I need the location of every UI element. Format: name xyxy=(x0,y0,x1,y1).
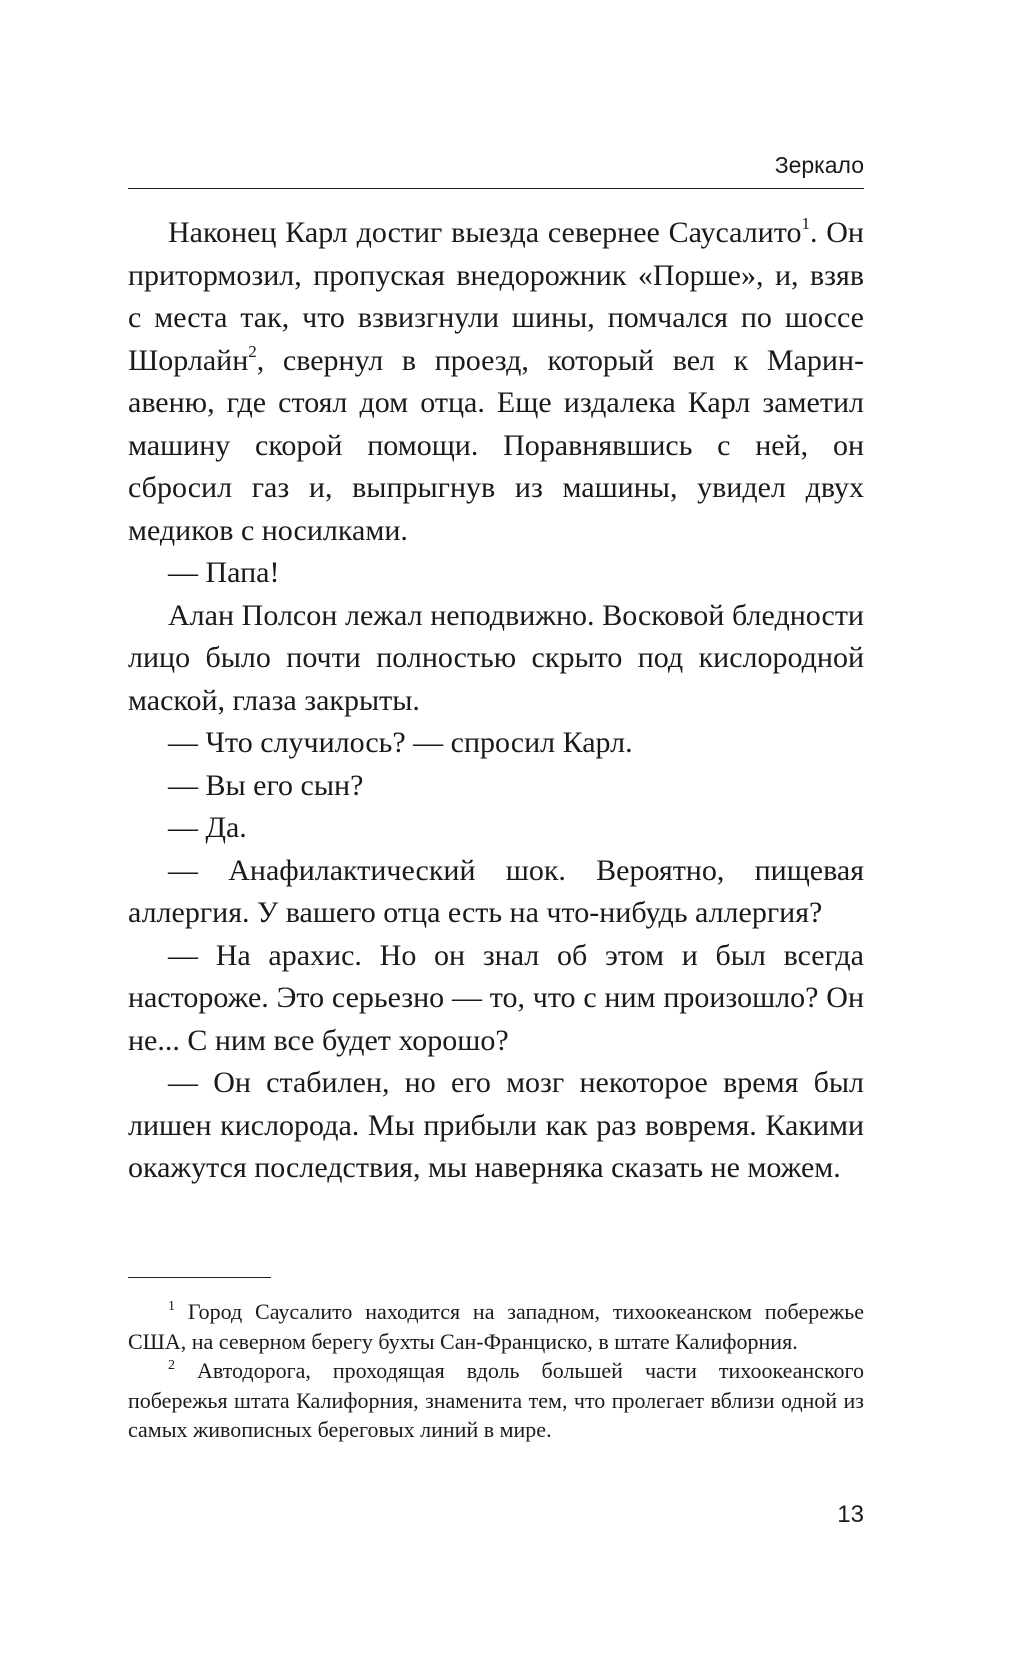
footnotes xyxy=(128,1297,864,1445)
footnote-reference: 2 xyxy=(248,341,257,361)
running-title: Зеркало xyxy=(128,150,864,189)
dialogue-line: — Он стабилен, но его мозг некоторое время был лишен кислорода. Мы прибыли как раз вовремя. Какими окажутся последствия, мы наверняка сказать не можем. xyxy=(128,1066,864,1184)
dialogue-line: — На арахис. Но он знал об этом и был всегда настороже. Это серьезно — то, что с ним произошло? Он не... С ним все будет хорошо? xyxy=(128,938,864,1057)
paragraph-text: . Он притормозил, пропуская внедорожник «Порше», и, взяв с места так, что взвизгнули шины, помчался по шоссе Шорлайн xyxy=(128,216,864,377)
paragraph-text: , свернул в проезд, который вел к Марин-авеню, где стоял дом отца. Еще издалека Карл заметил машину скорой помощи. Поравнявшись с ней, он сбросил газ и, выпрыгнув из машины, увидел двух медиков с носилками. xyxy=(128,343,864,547)
footnote-mark: 1 xyxy=(168,1299,175,1314)
footnote xyxy=(128,1356,864,1445)
dialogue-line: — Анафилактический шок. Вероятно, пищевая аллергия. У вашего отца есть на что-нибудь аллергия? xyxy=(128,853,864,929)
paragraph-text: Наконец Карл достиг выезда севернее Саусалито xyxy=(168,216,802,249)
page-number: 13 xyxy=(837,1501,864,1528)
footnote-mark: 2 xyxy=(168,1358,175,1373)
footnote xyxy=(128,1297,864,1356)
dialogue-line: — Да. xyxy=(168,811,247,844)
dialogue-line: — Папа! xyxy=(168,556,280,589)
footnote-reference: 1 xyxy=(801,214,810,233)
paragraph: Алан Полсон лежал неподвижно. Восковой бледности лицо было почти полностью скрыто под кислородной маской, глаза закрыты. xyxy=(128,598,864,717)
paragraph xyxy=(128,212,864,552)
footnote-separator xyxy=(128,1277,271,1278)
footnote-text: Город Саусалито находится на западном, тихоокеанском побережье США, на северном берегу бухты Сан-Франциско, в штате Калифорния. xyxy=(128,1299,864,1354)
dialogue-line: — Вы его сын? xyxy=(168,768,364,802)
footnote-text: Автодорога, проходящая вдоль большей части тихоокеанского побережья штата Калифорния, знаменита тем, что пролегает вблизи одной из самых живописных береговых линий в мире. xyxy=(128,1358,864,1442)
main-text xyxy=(128,212,864,1190)
dialogue-line: — Что случилось? — спросил Карл. xyxy=(168,726,633,759)
